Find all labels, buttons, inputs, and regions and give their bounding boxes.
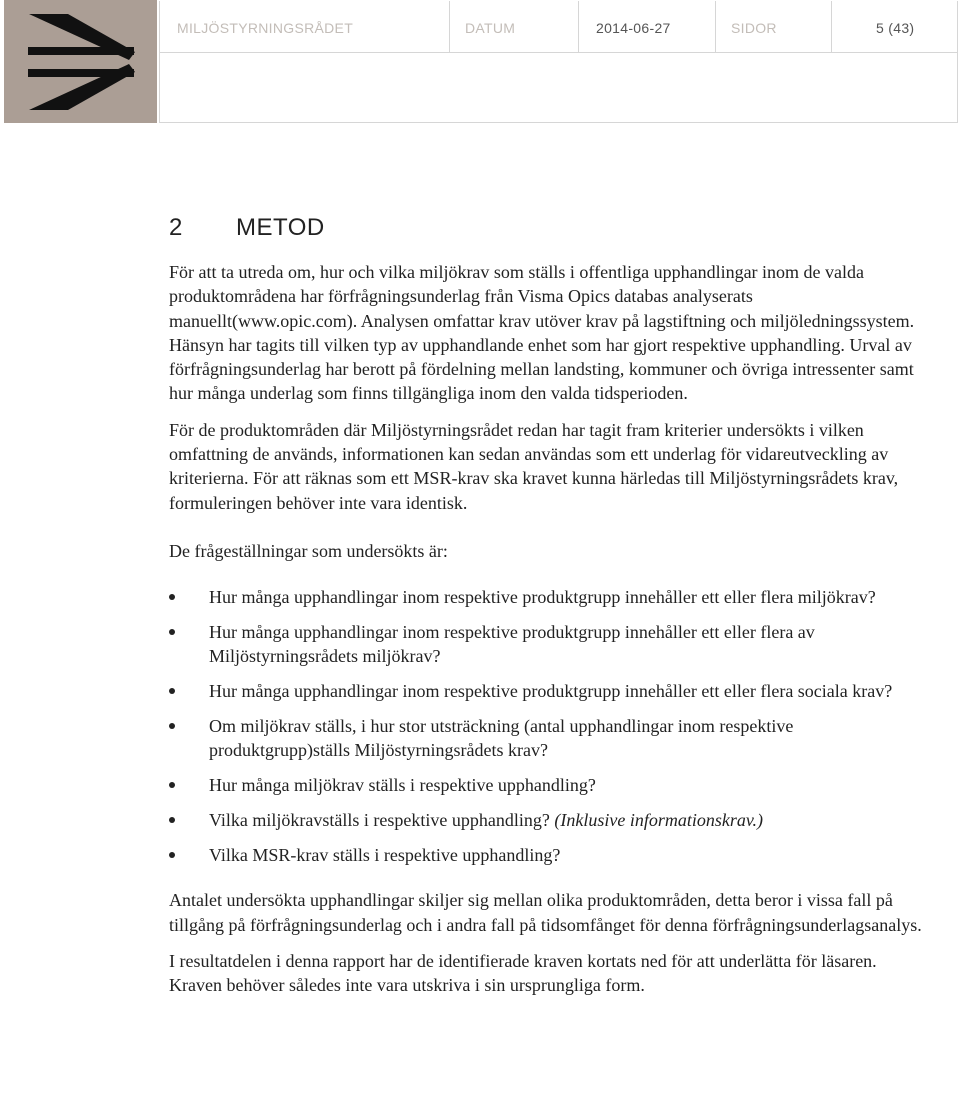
question-note: (Inklusive informationskrav.) (554, 810, 763, 831)
paragraph-msr-criteria: För de produktområden där Miljöstyrningsrådet redan har tagit fram kriterier undersökts i vilken omfattning de används, informationen kan sedan användas som ett underlag för vidareutveckling av kriterierna. För att räknas som ett MSR-krav ska kravet kunna härledas till Miljöstyrningsrådets krav, formuleringen behöver inte vara identisk. (169, 419, 899, 513)
divider (578, 1, 579, 52)
questions-intro: De frågeställningar som undersökts är: (169, 540, 448, 561)
section-heading (169, 214, 929, 242)
list-item: Vilka miljökravställs i respektive upphandling? (Inklusive informationskrav.) (169, 808, 929, 832)
divider (715, 1, 716, 52)
list-item: Hur många miljökrav ställs i respektive upphandling? (169, 773, 929, 797)
divider (831, 1, 832, 52)
pages-value: 5 (43) (876, 20, 915, 36)
org-label: MILJÖSTYRNINGSRÅDET (177, 20, 354, 36)
bullet-icon (169, 782, 175, 788)
bullet-icon (169, 629, 175, 635)
section-number: 2 (169, 214, 183, 241)
pages-label: SIDOR (731, 20, 777, 36)
bullet-icon (169, 688, 175, 694)
paragraph-scope: Antalet undersökta upphandlingar skiljer sig mellan olika produktområden, detta beror i vissa fall på tillgång på förfrågningsunderlag och i andra fall på tidsomfånget för denna förfrågningsunderlagsanalys. (169, 890, 922, 935)
bullet-icon (169, 817, 175, 823)
page-header (4, 0, 958, 124)
document-body (169, 214, 929, 997)
arrow-chevron-logo-icon (24, 12, 142, 112)
divider (449, 1, 450, 52)
list-item: Om miljökrav ställs, i hur stor utsträckning (antal upphandlingar inom respektive produktgrupp)ställs Miljöstyrningsrådets krav? (169, 714, 929, 762)
questions-list (169, 585, 929, 867)
date-label: DATUM (465, 20, 516, 36)
header-grid (159, 1, 958, 123)
list-item: Vilka MSR-krav ställs i respektive upphandling? (169, 843, 929, 867)
bullet-icon (169, 852, 175, 858)
logo (4, 0, 157, 123)
header-row (160, 1, 957, 53)
list-item: Hur många upphandlingar inom respektive produktgrupp innehåller ett eller flera miljökrav? (169, 585, 929, 609)
bullet-icon (169, 723, 175, 729)
paragraph-results-note: I resultatdelen i denna rapport har de identifierade kraven kortats ned för att underlätta för läsaren. Kraven behöver således inte vara utskriva i sin ursprungliga form. (169, 950, 877, 996)
date-value: 2014-06-27 (596, 20, 671, 36)
list-item: Hur många upphandlingar inom respektive produktgrupp innehåller ett eller flera av Miljöstyrningsrådets miljökrav? (169, 620, 929, 668)
list-item: Hur många upphandlingar inom respektive produktgrupp innehåller ett eller flera sociala krav? (169, 679, 929, 703)
section-title: METOD (236, 214, 325, 241)
bullet-icon (169, 594, 175, 600)
paragraph-method-intro: För att ta utreda om, hur och vilka miljökrav som ställs i offentliga upphandlingar inom de valda produktområdena har förfrågningsunderlag från Visma Opics databas analyserats manuellt(www.opic.com). Analysen omfattar krav utöver krav på lagstiftning och miljöledningssystem. Hänsyn har tagits till vilken typ av upphandlande enhet som har gjort respektive upphandling. Urval av förfrågningsunderlag har berott på fördelning mellan landsting, kommuner och övriga intressenter samt hur många underlag som finns tillgängliga inom den valda tidsperioden. (169, 262, 915, 404)
